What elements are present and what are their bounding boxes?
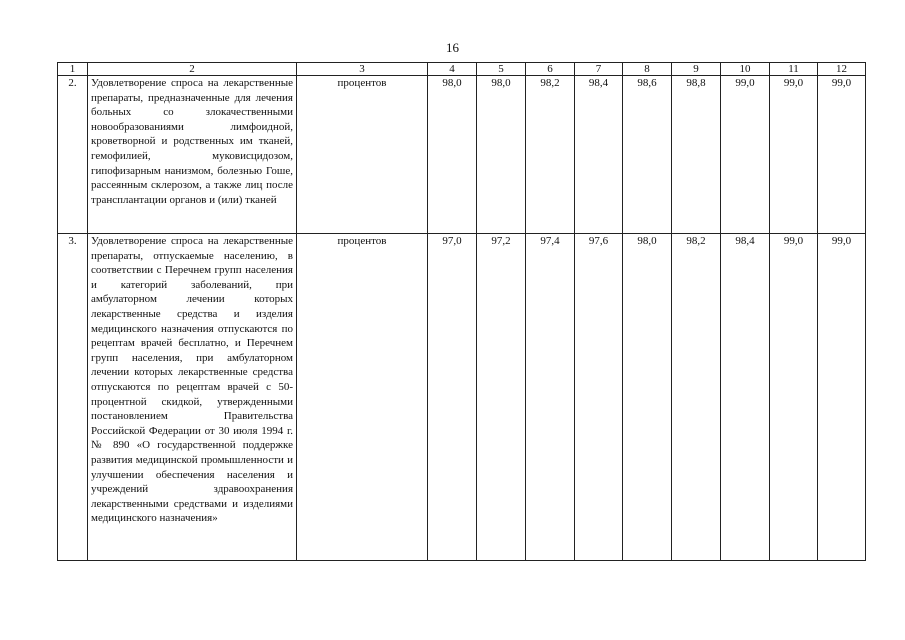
column-header: 8: [623, 63, 672, 76]
row-value: 97,2: [477, 234, 526, 561]
row-value: 99,0: [770, 234, 818, 561]
row-value: 98,6: [623, 76, 672, 234]
column-header: 4: [428, 63, 477, 76]
row-value: 98,0: [623, 234, 672, 561]
row-value: 98,2: [672, 234, 721, 561]
row-value: 97,0: [428, 234, 477, 561]
row-value: 97,6: [575, 234, 623, 561]
table-row: [58, 234, 866, 561]
row-value: 98,0: [477, 76, 526, 234]
row-value: 99,0: [721, 76, 770, 234]
column-header: 11: [770, 63, 818, 76]
column-header: 2: [88, 63, 297, 76]
row-unit: процентов: [297, 76, 428, 234]
row-number: 3.: [58, 234, 88, 561]
table-row: [58, 76, 866, 234]
row-unit: процентов: [297, 234, 428, 561]
indicators-table: [57, 62, 866, 561]
row-value: 99,0: [818, 76, 866, 234]
table-header-row: [58, 63, 866, 76]
row-number: 2.: [58, 76, 88, 234]
column-header: 9: [672, 63, 721, 76]
page-number: 16: [446, 40, 459, 55]
column-header: 6: [526, 63, 575, 76]
column-header: 1: [58, 63, 88, 76]
row-value: 98,4: [575, 76, 623, 234]
row-value: 99,0: [818, 234, 866, 561]
row-value: 98,2: [526, 76, 575, 234]
row-value: 97,4: [526, 234, 575, 561]
column-header: 12: [818, 63, 866, 76]
row-value: 98,0: [428, 76, 477, 234]
row-value: 98,4: [721, 234, 770, 561]
row-value: 98,8: [672, 76, 721, 234]
row-description: Удовлетворение спроса на лекарственные препараты, предназначенные для лечения больных со злокачественными новообразованиями лимфоидной, кроветворной и родственных им тканей, гемофилией, муковисцидозом, гипофизарным нанизмом, болезнью Гоше, рассеянным склерозом, а также лиц после трансплантации органов и (или) тканей: [88, 76, 297, 234]
row-value: 99,0: [770, 76, 818, 234]
row-description: Удовлетворение спроса на лекарственные препараты, отпускаемые населению, в соответствии с Перечнем групп населения и категорий заболеваний, при амбулаторном лечении которых лекарственные средства и изделия медицинского назначения отпускаются по рецептам врачей бесплатно, и Перечнем групп населения, при амбулаторном лечении которых лекарственные средства отпускаются по рецептам врачей с 50-процентной скидкой, утвержденными постановлением Правительства Российской Федерации от 30 июля 1994 г. № 890 «О государственной поддержке развития медицинской промышленности и улучшении обеспечения населения и учреждений здравоохранения лекарственными средствами и изделиями медицинского назначения»: [88, 234, 297, 561]
column-header: 5: [477, 63, 526, 76]
column-header: 10: [721, 63, 770, 76]
column-header: 3: [297, 63, 428, 76]
column-header: 7: [575, 63, 623, 76]
